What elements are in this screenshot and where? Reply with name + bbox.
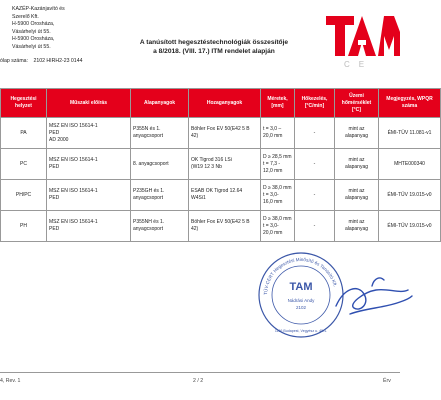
stamp-name: Nádrási Andy bbox=[287, 298, 315, 303]
table-cell: Böhler Fox EV 50(E42 5 B 42) bbox=[189, 211, 261, 242]
table-cell: D ≥ 38,0 mm t = 3,0- 16,0 mm bbox=[261, 180, 295, 211]
footer-page-number: 2 / 2 bbox=[193, 378, 204, 384]
tam-logo-icon bbox=[318, 10, 400, 80]
table-cell: ÉMI-TÜV 19.015-v0 bbox=[379, 211, 441, 242]
table-cell: ÉMI-TÜV 11.081-v1 bbox=[379, 118, 441, 149]
column-header: Hozaganyagok bbox=[189, 89, 261, 118]
table-row bbox=[1, 211, 441, 242]
sheet-number-value: 2102 HIRH2-23 0144 bbox=[33, 58, 83, 64]
address-line: KAZÉP-Kazánjavító és bbox=[12, 6, 65, 12]
company-address bbox=[12, 6, 65, 52]
table-cell: P235GH és 1. anyagcsoport bbox=[131, 180, 189, 211]
company-logo bbox=[318, 10, 400, 80]
footer-validity: Érv bbox=[383, 378, 391, 384]
column-header: Hegesztési helyzet bbox=[1, 89, 47, 118]
table-cell: D ≥ 38,0 mm t = 3,0- 20,0 mm bbox=[261, 211, 295, 242]
sheet-number-label: ólap száma: bbox=[0, 58, 28, 64]
stamp-ring-text: TÜV-CERT Hegesztési Minősítő és Tanúsító Kft. bbox=[262, 256, 338, 296]
table-cell: PH bbox=[1, 211, 47, 242]
table-cell: mint az alapanyag bbox=[335, 180, 379, 211]
table-cell: PA bbox=[1, 118, 47, 149]
handwritten-signature bbox=[330, 268, 415, 328]
stamp-number: 2102 bbox=[295, 305, 307, 310]
table-cell: MSZ EN ISO 15614-1 PED bbox=[47, 211, 131, 242]
address-line: H-5900 Orosháza, bbox=[12, 21, 55, 28]
sheet-number-row bbox=[0, 58, 82, 64]
table-cell: mint az alapanyag bbox=[335, 211, 379, 242]
table-cell: P355N és 1. anyagcsoport bbox=[131, 118, 189, 149]
table-cell: MSZ EN ISO 15614-1 PED AD 2000 bbox=[47, 118, 131, 149]
table-cell: - bbox=[295, 118, 335, 149]
address-line: Vásárhelyi út 55. bbox=[12, 43, 51, 50]
address-line: H-5900 Orosháza, bbox=[12, 36, 55, 43]
technology-table bbox=[0, 88, 441, 242]
title-line-1: A tanúsított hegesztéstechnológiák összesítője bbox=[139, 39, 289, 46]
table-cell: 8. anyagcsoport bbox=[131, 149, 189, 180]
column-header: Megjegyzés, WPQR száma bbox=[379, 89, 441, 118]
stamp-address: 1116 Budapest, Vegyész u. 45/1. bbox=[274, 329, 328, 333]
column-header: Alapanyagok bbox=[131, 89, 189, 118]
table-cell: t = 3,0 – 20,0 mm bbox=[261, 118, 295, 149]
address-line: Szerelő Kft. bbox=[12, 13, 39, 20]
table-row bbox=[1, 149, 441, 180]
table-cell: Böhler Fox EV 50(E42 5 B 42) bbox=[189, 118, 261, 149]
table-cell: OK Tigrod 316 LSi (W19 12 3 Nb bbox=[189, 149, 261, 180]
document-title bbox=[116, 38, 312, 56]
table-cell: MSZ EN ISO 15614-1 PED bbox=[47, 180, 131, 211]
table-row bbox=[1, 180, 441, 211]
table-header-row bbox=[1, 89, 441, 118]
title-line-2: a 8/2018. (VIII. 17.) ITM rendelet alapján bbox=[153, 48, 275, 55]
logo-subtext: CE bbox=[344, 60, 374, 69]
table-cell: ESAB OK Tigrod 12.64 W4Si1 bbox=[189, 180, 261, 211]
table-cell: - bbox=[295, 180, 335, 211]
table-cell: - bbox=[295, 211, 335, 242]
table-cell: MSZ EN ISO 15614-1 PED bbox=[47, 149, 131, 180]
column-header: Üzemi hőmérséklet [°C] bbox=[335, 89, 379, 118]
column-header: Méretek, [mm] bbox=[261, 89, 295, 118]
table-cell: PH/PC bbox=[1, 180, 47, 211]
table-cell: PC bbox=[1, 149, 47, 180]
table-cell: - bbox=[295, 149, 335, 180]
table-cell: MHTE000340 bbox=[379, 149, 441, 180]
column-header: Műszaki előírás bbox=[47, 89, 131, 118]
footer-revision: 4, Rev. 1 bbox=[0, 378, 21, 384]
table-cell: P355NH és 1. anyagcsoport bbox=[131, 211, 189, 242]
address-line: Vásárhelyi út 55. bbox=[12, 28, 51, 35]
table-cell: mint az alapanyag bbox=[335, 118, 379, 149]
column-header: Hőkezelés, [°C/min] bbox=[295, 89, 335, 118]
table-cell: mint az alapanyag bbox=[335, 149, 379, 180]
stamp-logo: TAM bbox=[289, 281, 313, 293]
table-cell: ÉMI-TÜV 19.015-v0 bbox=[379, 180, 441, 211]
table-row bbox=[1, 118, 441, 149]
table-cell: D ≥ 28,5 mm t = 7,3 - 12,0 mm bbox=[261, 149, 295, 180]
footer-divider bbox=[0, 372, 400, 373]
